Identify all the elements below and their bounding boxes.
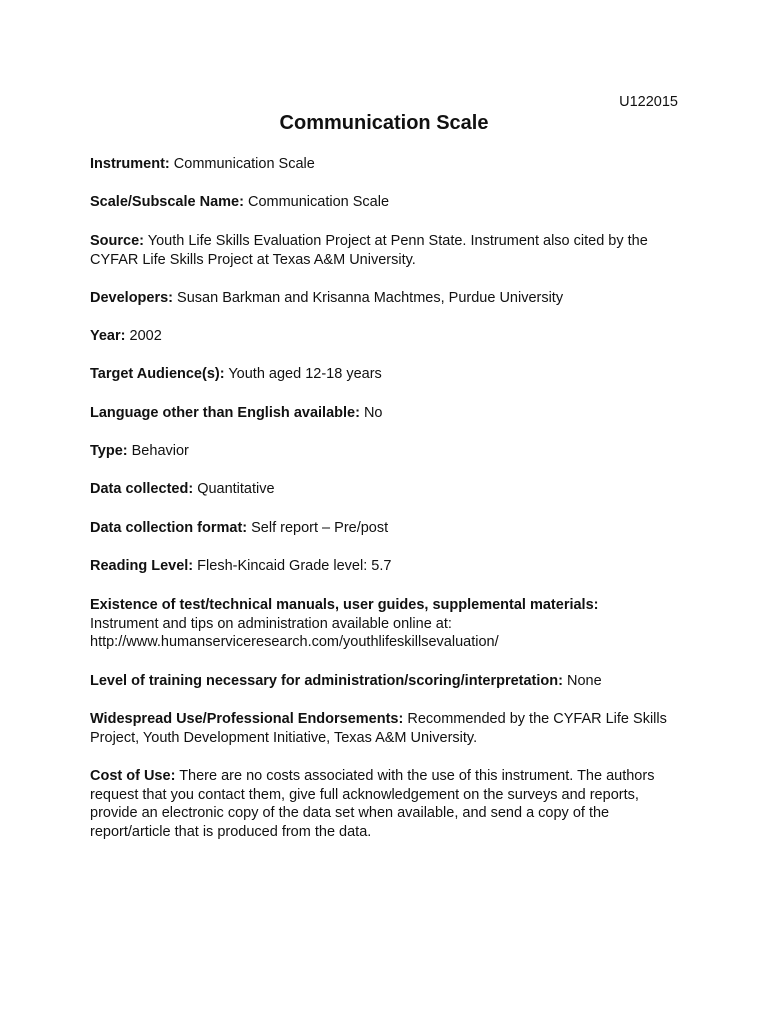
field-value: Communication Scale (173, 156, 315, 172)
field-data-collected (90, 480, 690, 499)
field-reading-level (90, 557, 690, 576)
field-widespread-use (90, 710, 680, 747)
field-label: Language other than English available: (90, 405, 360, 421)
field-value: Self report – Pre/post (251, 520, 389, 536)
field-label: Type: (90, 443, 128, 459)
field-label: Cost of Use: (90, 768, 176, 784)
field-value: Youth Life Skills Evaluation Project at Penn State. Instrument also cited by the CYFAR Life Skills Project at Texas A&M University. (90, 233, 648, 268)
field-value: There are no costs associated with the use of this instrument. The authors request that you contact them, give full acknowledgement on the surveys and reports, provide an electronic copy of the data set when available, and send a copy of the report/article that is produced from the data. (90, 768, 655, 840)
field-value: None (567, 673, 602, 689)
field-data-collection-format (90, 519, 690, 538)
field-label: Level of training necessary for administration/scoring/interpretation: (90, 673, 563, 689)
field-source (90, 232, 690, 269)
field-type (90, 442, 690, 461)
field-developers (90, 289, 690, 308)
field-label: Widespread Use/Professional Endorsements: (90, 711, 404, 727)
field-manuals (90, 596, 690, 652)
field-cost-of-use (90, 767, 690, 841)
document-id: U122015 (619, 94, 678, 110)
field-label: Reading Level: (90, 558, 194, 574)
field-instrument (90, 155, 690, 174)
field-value: Behavior (131, 443, 189, 459)
field-label: Developers: (90, 290, 174, 306)
field-value: Susan Barkman and Krisanna Machtmes, Purdue University (177, 290, 564, 306)
field-year (90, 327, 690, 346)
field-value: 2002 (129, 328, 162, 344)
field-value: Youth aged 12-18 years (228, 366, 382, 382)
field-label: Target Audience(s): (90, 366, 225, 382)
field-value: Quantitative (197, 481, 275, 497)
field-label: Source: (90, 233, 144, 249)
field-language (90, 404, 690, 423)
field-value: Communication Scale (247, 194, 390, 210)
page-title: Communication Scale (279, 112, 489, 134)
field-target-audience (90, 365, 690, 384)
field-label: Existence of test/technical manuals, user guides, supplemental materials: (90, 597, 599, 613)
field-url: http://www.humanserviceresearch.com/youthlifeskillsevaluation/ (90, 634, 499, 650)
field-training-level (90, 672, 690, 691)
field-label: Data collection format: (90, 520, 248, 536)
field-label: Data collected: (90, 481, 194, 497)
field-label: Year: (90, 328, 126, 344)
field-label: Instrument: (90, 156, 170, 172)
field-value: Flesh-Kincaid Grade level: 5.7 (197, 558, 392, 574)
field-value: No (363, 405, 383, 421)
field-value: Recommended by the CYFAR Life Skills Project, Youth Development Initiative, Texas A&M University. (90, 711, 667, 746)
field-label: Scale/Subscale Name: (90, 194, 244, 210)
field-value: Instrument and tips on administration available online at: (90, 615, 452, 632)
field-scale-subscale-name (90, 193, 690, 212)
